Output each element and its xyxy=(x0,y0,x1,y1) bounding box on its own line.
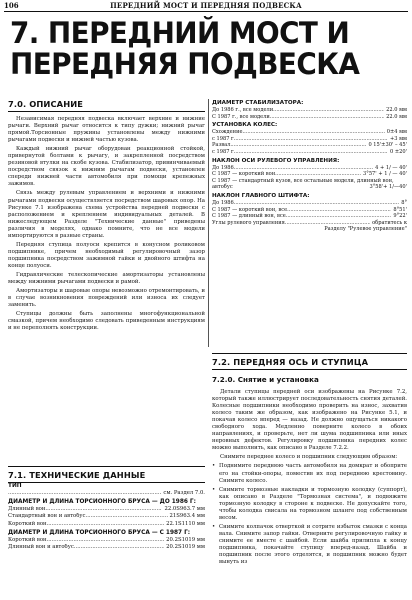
front-axle-heading-rule xyxy=(212,369,407,370)
procedure-step xyxy=(212,487,407,522)
torsion-pre86-heading: ДИАМЕТР И ДЛИНА ТОРСИОННОГО БРУСА — ДО 1986 Г: xyxy=(8,499,196,506)
page-number: 106 xyxy=(4,1,19,10)
chapter-title-line-1: 7. ПЕРЕДНИЙ МОСТ И xyxy=(10,16,350,50)
description-paragraph: Амортизаторы и шаровые опоры невозможно отремонтировать, и в случае возникновения повреждений или износа их следует заменить. xyxy=(8,288,205,309)
procedure-step-text: Снимите тормозные накладки и тормозную колодку (суппорт), как описано в Разделе "Тормозная система", и подвяжите тормозную колодку в стороне к подвеске. Не допускайте того, чтобы колодка свисала на тормозном шланге под собственным весом. xyxy=(219,486,407,521)
spec-value: 0 ±20' xyxy=(389,148,407,155)
spec-row xyxy=(212,213,407,220)
spec-row xyxy=(8,506,205,513)
spec-value: 3°58'+ 1/—40' xyxy=(369,184,407,191)
spec-note: Разделу "Рулевое управление" xyxy=(324,226,407,233)
spec-row-multiline xyxy=(212,178,407,191)
chapter-title-line-2: ПЕРЕДНЯЯ ПОДВЕСКА xyxy=(10,47,360,81)
spec-row xyxy=(212,200,407,207)
spec-row xyxy=(212,220,407,227)
spec-row xyxy=(8,537,205,544)
description-paragraph: Независимая передняя подвеска включает верхние и нижние рычаги. Верхний рычаг относится к типу дужки; нижний рычаг прямой.Торсионные пружины установлены между нижними рычагами подвески и нижней частью кузова. xyxy=(8,116,205,144)
header-rule xyxy=(4,11,408,12)
front-axle-top-rule xyxy=(212,353,407,354)
specs-block xyxy=(212,100,407,233)
description-heading: 7.0. ОПИСАНИЕ xyxy=(8,99,84,109)
spec-row xyxy=(8,490,205,497)
spec-row xyxy=(212,114,407,121)
spec-label: С 1987 — стандартный кузов, все остальные модели, длинный вон, автобус xyxy=(212,177,394,191)
spec-label: Длинный вон и автобус ..... xyxy=(8,544,164,551)
spec-value: обратитесь к xyxy=(372,219,407,226)
type-label: ТИП xyxy=(8,483,22,489)
spec-label: С 1987 — короткий вон ..... xyxy=(212,171,361,178)
page-header xyxy=(0,0,412,12)
spec-label: До 1986 ..... xyxy=(212,200,399,207)
bullet-dot-icon: • xyxy=(212,486,216,493)
spec-label: Короткий вон ..... xyxy=(8,537,164,544)
spec-value: 20.2S1019 мм xyxy=(166,544,205,551)
tech-top-rule xyxy=(8,466,205,467)
bullet-dot-icon: • xyxy=(212,523,216,530)
spec-row xyxy=(8,521,205,528)
front-axle-paragraph: Снимите переднее колесо и подшипник следующим образом: xyxy=(220,454,398,461)
spec-value: 4 + 1/ — 40' xyxy=(375,164,407,171)
description-section xyxy=(8,99,205,334)
description-heading-rule xyxy=(8,111,205,112)
pin-incline-heading: НАКЛОН ГЛАВНОГО ШТИФТА: xyxy=(212,192,310,199)
spec-value: см. Раздел 7.0. xyxy=(163,490,205,496)
tech-data-block xyxy=(8,481,205,551)
spec-label: С 1987 г., все модели ..... xyxy=(212,114,384,121)
stabilizer-heading: ДИАМЕТР СТАБИЛИЗАТОРА: xyxy=(212,100,304,106)
spec-label: с 1987 г. ..... xyxy=(212,136,388,143)
removal-subheading: 7.2.0. Снятие и установка xyxy=(212,375,319,384)
spec-label: С 1987 — короткий вон, все ..... xyxy=(212,207,391,214)
kingpin-heading: НАКЛОН ОСИ РУЛЕВОГО УПРАВЛЕНИЯ: xyxy=(212,157,340,164)
spec-value: 8° xyxy=(401,199,407,206)
spec-label xyxy=(8,490,161,497)
spec-label: С 1987 — длинный вон, все ..... xyxy=(212,213,391,220)
spec-label: До 1986 г., все модели ..... xyxy=(212,107,384,114)
chapter-title xyxy=(10,18,390,80)
spec-value: 0±4 мм xyxy=(386,129,407,136)
spec-value: 22.0 мм xyxy=(386,113,407,120)
spec-row xyxy=(212,171,407,178)
wheel-alignment-heading: УСТАНОВКА КОЛЕС: xyxy=(212,122,278,129)
spec-label: Длинный вон ..... xyxy=(8,506,162,513)
spec-value: 22.0 мм xyxy=(386,107,407,113)
front-axle-heading-block xyxy=(212,353,407,370)
front-axle-heading: 7.2. ПЕРЕДНЯЯ ОСЬ И СТУПИЦА xyxy=(212,357,369,367)
column-divider xyxy=(208,99,209,347)
spec-row xyxy=(212,107,407,114)
spec-row xyxy=(8,544,205,551)
running-title: ПЕРЕДНИЙ МОСТ И ПЕРЕДНЯЯ ПОДВЕСКА xyxy=(110,1,302,10)
procedure-step xyxy=(212,524,407,566)
bullet-dot-icon: • xyxy=(212,463,216,470)
spec-value: 21S963.4 мм xyxy=(169,513,205,520)
spec-label: Углы рулевого управления ..... xyxy=(212,220,370,227)
spec-value: 8°51' xyxy=(393,206,407,213)
spec-row xyxy=(212,136,407,143)
spec-row xyxy=(212,149,407,156)
spec-value: 3°57' + 1 / — 40' xyxy=(363,171,407,178)
spec-label: Короткий вон ..... xyxy=(8,521,164,528)
description-paragraph: Гидравлические телескопические амортизаторы установлены между нижними рычагами подвески и рамой. xyxy=(8,271,205,286)
spec-label: с 1987 г. ..... xyxy=(212,149,388,156)
spec-label: Развал ..... xyxy=(212,142,366,149)
spec-value: 0 15'±30' – 45' xyxy=(368,142,407,149)
description-paragraph: Каждый нижний рычаг оборудован реакционной стойкой, привернутой болтами к рычагу, и закрепленной посредством резиновой втулки на скобе кузова. Стабилизатор, привинчиваемый посредством связок к нижним рычагам подвески, установлен спереди нижней части автомобиля при помощи крепежных зажимов. xyxy=(8,146,205,188)
procedure-step-text: Поднимите переднюю часть автомобиля на домкрат и обоприте его на стойки-опоры, поместив их под переднюю крестовину. Снимите колесо. xyxy=(219,463,407,484)
spec-value: +3 мм xyxy=(389,135,407,142)
spec-value: 20.2S1019 мм xyxy=(166,536,205,543)
front-axle-section xyxy=(212,374,407,568)
spec-label: Схождение ..... xyxy=(212,129,385,136)
spec-label: До 1986 ..... xyxy=(212,165,373,172)
torsion-post87-heading: ДИАМЕТР И ДЛИНА ТОРСИОННОГО БРУСА — С 1987 Г: xyxy=(8,529,191,536)
spec-row xyxy=(212,142,407,149)
spec-value: 9°22' xyxy=(393,213,407,220)
procedure-step-text: Снимите колпачок отверткой и сотрите избыток смазки с конца вала. Снимите запор гайки. Отверните регулировочную гайку и снимите ее вместе с шайбой. Если шайба прилипла к концу подшипника, покачайте ступицу вперед-назад. Шайба и подшипник после этого отделятся, и подшипник можно будет вынуть из xyxy=(219,523,407,566)
spec-row xyxy=(212,207,407,214)
spec-value: 22.1S1110 мм xyxy=(166,520,205,527)
description-paragraph: Передняя ступица полуоси крепится в конусном роликовом подшипнике, причем необходимый регулировочный зазор подшипника посредством зажимной гайки и двойного штифта на конце полуоси. xyxy=(8,241,205,269)
description-paragraph: Связь между рулевым управлением и верхними и нижними рычагами подвески осуществляется посредством шаровых опор. На Рисунке 7.1 изображена схема устройства передней подвески с расположением и креплением индивидуальных деталей. В нижеследующем Разделе "Технические данные" приведены различия в моделях, однако помните, что не все модели импортируются в разные страны. xyxy=(8,190,205,239)
tech-heading: 7.1. ТЕХНИЧЕСКИЕ ДАННЫЕ xyxy=(8,470,146,480)
front-axle-paragraph: Детали ступицы передней оси изображены на Рисунке 7.2, который также иллюстрирует последовательность снятия деталей. Колесные подшипники необходимо проверить на износ, захватив колесо таким же образом, как изображено на Рисунке 5.1, и покачав колесо вперед — назад. Не должно ощущаться никакого свободного хода. Медленно поверните колесо в обоих направлениях, и проверьте, нет ли шума подшипника или иных неровных дефектов. Регулировку подшипника передних колес можно выполнить, как описано в Разделе 7.2.2. xyxy=(212,389,407,452)
description-paragraph: Ступицы должны быть заполнены многофункциональной смазкой, причем необходимо следовать приведенным инструкциям и не переполнять конструкции. xyxy=(8,311,205,332)
spec-row xyxy=(212,165,407,172)
spec-row xyxy=(8,513,205,520)
spec-value: 22.0S963.7 мм xyxy=(164,506,205,513)
procedure-step xyxy=(212,463,407,484)
spec-row xyxy=(212,129,407,136)
spec-label: Стандартный вон и автобус ..... xyxy=(8,513,168,520)
